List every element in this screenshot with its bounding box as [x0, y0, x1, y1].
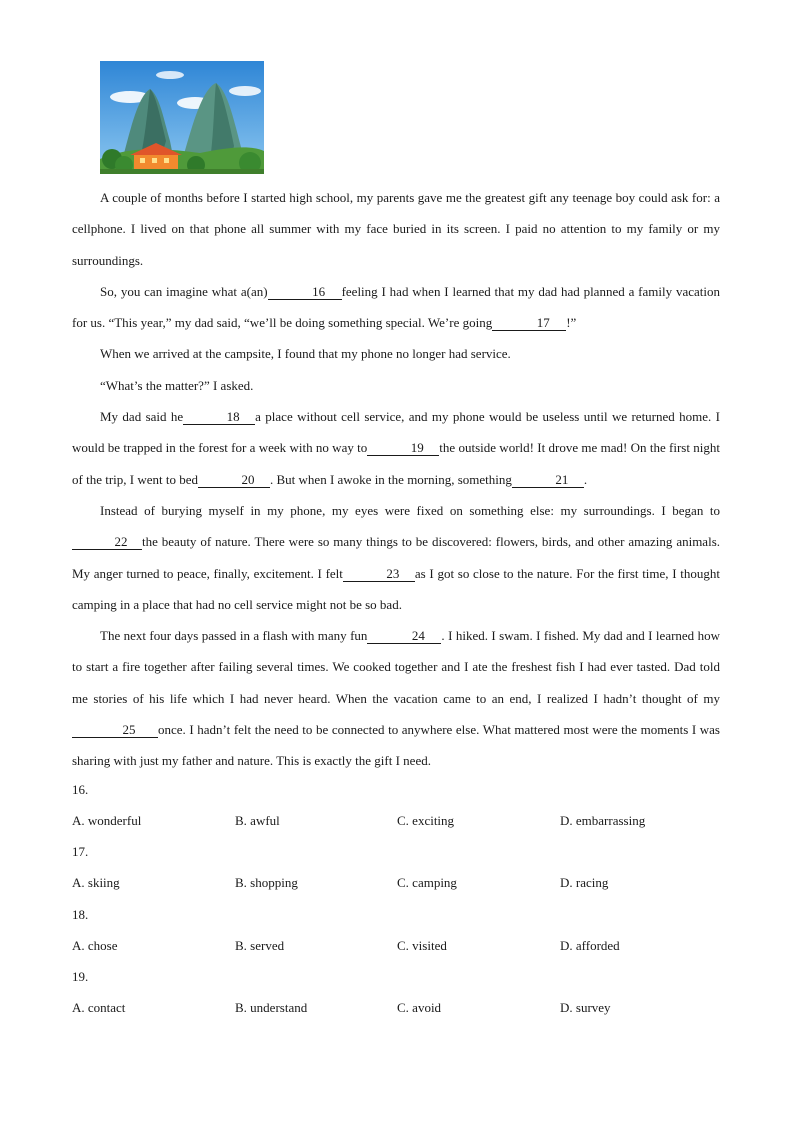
option-a[interactable]: A. contact — [72, 999, 126, 1015]
paragraph-4: “What’s the matter?” I asked. — [100, 377, 254, 393]
option-a[interactable]: A. wonderful — [72, 813, 142, 828]
option-a[interactable]: A. chose — [72, 937, 118, 953]
text-segment: . I hiked. I swam. I fished. My dad and I learned how to start a fire together after failing several times. We cooked together and I ate the freshest fish I had ever tasted. Dad told me stories of his life which I had never heard. When the vacation came to an end, I realized I hadn’t thought of my — [72, 628, 720, 706]
option-c[interactable]: C. exciting — [397, 813, 455, 828]
text-segment: feeling I had when I learned that my dad had planned a family vacation for us. “This year,” my dad said, “we’ll be doing something special. We’re going — [72, 283, 720, 331]
question-17 — [72, 836, 722, 898]
question-list — [72, 774, 722, 1023]
option-c[interactable]: C. camping — [397, 875, 457, 891]
option-row — [72, 992, 722, 1023]
blank-20: 20 — [198, 472, 270, 488]
question-number: 18. — [72, 906, 89, 922]
blank-17: 17 — [492, 315, 566, 331]
question-18 — [72, 899, 722, 961]
option-d[interactable]: D. racing — [560, 875, 609, 891]
option-row — [72, 867, 722, 898]
paragraph-1: A couple of months before I started high school, my parents gave me the greatest gift any teenage boy could ask for: a cellphone. I lived on that phone all summer with my face buried in its screen. I paid no attention to my family or my surroundings. — [72, 190, 720, 268]
option-d[interactable]: D. survey — [560, 999, 611, 1015]
option-d[interactable]: D. embarrassing — [560, 813, 646, 828]
text-segment: Instead of burying myself in my phone, my eyes were fixed on something else: my surroundings. I began to — [100, 502, 720, 518]
text-segment: a place without cell service, and my phone would be useless until we returned home. I would be trapped in the forest for a week with no way to — [72, 409, 720, 456]
paragraph-7 — [72, 620, 720, 776]
question-number: 17. — [72, 844, 89, 860]
paragraph-6 — [72, 495, 720, 620]
option-d[interactable]: D. afforded — [560, 937, 620, 953]
option-a[interactable]: A. skiing — [72, 875, 120, 891]
text-segment: My dad said he — [100, 409, 184, 425]
mountain-illustration — [100, 61, 264, 174]
text-segment: The next four days passed in a flash with many fun — [100, 628, 368, 644]
option-b[interactable]: B. awful — [235, 813, 280, 828]
option-b[interactable]: B. served — [235, 937, 285, 953]
blank-23: 23 — [343, 566, 415, 582]
blank-19: 19 — [367, 440, 439, 456]
text-segment: the beauty of nature. There were so many things to be discovered: flowers, birds, and other amazing animals. My anger turned to peace, finally, excitement. I felt — [72, 534, 720, 581]
option-row — [72, 805, 722, 836]
text-segment: the outside world! It drove me mad! On the first night of the trip, I went to bed — [72, 440, 720, 487]
question-number: 19. — [72, 968, 89, 984]
option-c[interactable]: C. avoid — [397, 999, 442, 1015]
text-segment: once. I hadn’t felt the need to be connected to anywhere else. What mattered most were the moments I was sharing with just my father and nature. This is exactly the gift I need. — [72, 722, 720, 769]
text-segment: . But when I awoke in the morning, something — [270, 471, 512, 487]
option-b[interactable]: B. shopping — [235, 875, 298, 891]
blank-16: 16 — [268, 284, 342, 300]
blank-18: 18 — [183, 409, 255, 425]
paragraph-5 — [72, 401, 720, 495]
paragraph-3: When we arrived at the campsite, I found that my phone no longer had service. — [100, 346, 511, 362]
question-19 — [72, 961, 722, 1023]
option-c[interactable]: C. visited — [397, 937, 447, 953]
text-segment: as I got so close to the nature. For the first time, I thought camping in a place that had no cell service might not be so bad. — [72, 565, 720, 612]
blank-24: 24 — [367, 628, 441, 644]
text-segment: So, you can imagine what a(an) — [100, 283, 268, 299]
text-segment: !” — [566, 315, 577, 331]
paragraph-2 — [72, 276, 720, 339]
question-number: 16. — [72, 782, 89, 797]
blank-22: 22 — [72, 534, 142, 550]
blank-21: 21 — [512, 472, 584, 488]
text-segment: . — [583, 471, 588, 487]
question-16 — [72, 774, 722, 836]
blank-25: 25 — [72, 722, 158, 738]
cloze-passage — [72, 182, 720, 777]
option-row — [72, 930, 722, 961]
option-b[interactable]: B. understand — [235, 999, 308, 1015]
mountain-scene-icon — [100, 61, 264, 174]
